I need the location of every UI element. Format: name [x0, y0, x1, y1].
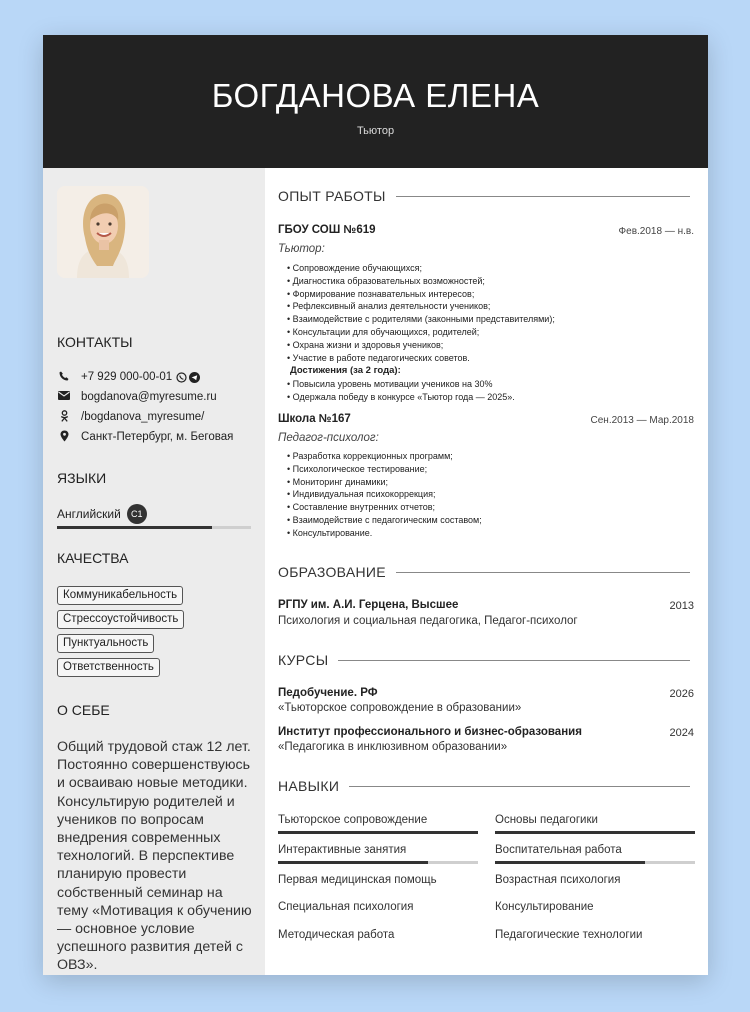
section-divider — [396, 196, 690, 197]
skill-level-bar — [495, 831, 695, 834]
skill-level-bar — [278, 831, 478, 834]
list-item: • Участие в работе педагогических советов. — [287, 352, 555, 365]
skill-level-bar — [495, 861, 695, 864]
resume-sheet — [43, 35, 708, 975]
languages-title: ЯЗЫКИ — [57, 470, 107, 486]
contact-email[interactable] — [57, 390, 217, 404]
contact-social[interactable] — [57, 410, 204, 424]
list-item: • Взаимодействие с педагогическим составом; — [287, 514, 482, 527]
contact-location — [57, 430, 233, 444]
quality-tag: Коммуникабельность — [57, 586, 183, 605]
contacts-title: КОНТАКТЫ — [57, 334, 133, 350]
course-detail: «Педагогика в инклюзивном образовании» — [278, 741, 508, 753]
list-item: • Одержала победу в конкурсе «Тьютор года — 2025». — [287, 391, 515, 404]
job-organization: ГБОУ СОШ №619 — [278, 224, 376, 236]
course-name: Педобучение. РФ — [278, 687, 378, 699]
qualities-title: КАЧЕСТВА — [57, 550, 129, 566]
person-name: БОГДАНОВА ЕЛЕНА — [211, 77, 540, 114]
contact-email-text: bogdanova@myresume.ru — [81, 391, 217, 403]
language-proficiency-bar — [57, 526, 251, 529]
list-item: • Индивидуальная психокоррекция; — [287, 488, 482, 501]
courses-title: КУРСЫ — [278, 652, 329, 668]
skill-item: Консультирование — [495, 901, 594, 913]
resume-header — [43, 35, 708, 168]
job-role: Педагог-психолог: — [278, 432, 379, 444]
experience-section-title — [278, 188, 690, 204]
course-year: 2024 — [669, 727, 694, 739]
about-text: Общий трудовой стаж 12 лет. Постоянно совершенствуюсь и осваиваю новые методики. Консультирую родителей и учеников по вопросам внедрения современных технологий. В перспективе планирую провести собственный семинар на тему «Мотивация к обучению — основное условие успешного развития детей с ОВЗ». — [57, 739, 252, 974]
skill-level-fill — [278, 831, 478, 834]
whatsapp-icon[interactable] — [176, 372, 187, 383]
skill-item: Воспитательная работа — [495, 844, 622, 856]
list-item: • Разработка коррекционных программ; — [287, 450, 482, 463]
quality-tag: Ответственность — [57, 658, 160, 677]
job-duties-list — [287, 450, 482, 540]
list-item: • Консультирование. — [287, 527, 482, 540]
course-year: 2026 — [669, 688, 694, 700]
contact-social-text: /bogdanova_myresume/ — [81, 411, 205, 423]
section-divider — [338, 660, 690, 661]
skill-item: Тьюторское сопровождение — [278, 814, 428, 826]
course-name: Институт профессионального и бизнес-образования — [278, 726, 582, 738]
course-detail: «Тьюторское сопровождение в образовании» — [278, 702, 522, 714]
list-item: • Формирование познавательных интересов; — [287, 288, 555, 301]
skill-item: Педагогические технологии — [495, 929, 643, 941]
about-title: О СЕБЕ — [57, 702, 110, 718]
skill-item: Первая медицинская помощь — [278, 874, 437, 886]
skills-title: НАВЫКИ — [278, 778, 340, 794]
sidebar — [43, 168, 265, 975]
mail-icon — [57, 391, 71, 403]
list-item: • Мониторинг динамики; — [287, 476, 482, 489]
job-date: Сен.2013 — Мар.2018 — [590, 415, 694, 426]
person-role: Тьютор — [356, 125, 395, 137]
list-item: • Охрана жизни и здоровья учеников; — [287, 339, 555, 352]
language-level-badge: C1 — [127, 504, 147, 524]
phone-icon — [57, 371, 71, 384]
skill-item: Методическая работа — [278, 929, 395, 941]
profile-photo — [57, 186, 149, 278]
telegram-icon[interactable] — [189, 372, 200, 383]
job-date: Фев.2018 — н.в. — [618, 226, 694, 237]
skill-item: Специальная психология — [278, 901, 414, 913]
job-duties-list — [287, 262, 555, 364]
quality-tag: Стрессоустойчивость — [57, 610, 184, 629]
skill-item: Возрастная психология — [495, 874, 621, 886]
skill-level-fill — [278, 861, 428, 864]
skills-section-title — [278, 778, 690, 794]
language-name: Английский — [57, 507, 121, 521]
achievements-title: Достижения (за 2 года): — [290, 365, 401, 376]
skill-item: Основы педагогики — [495, 814, 598, 826]
list-item: • Составление внутренних отчетов; — [287, 501, 482, 514]
list-item: • Рефлексивный анализ деятельности учеников; — [287, 300, 555, 313]
education-section-title — [278, 564, 690, 580]
section-divider — [349, 786, 690, 787]
skill-level-fill — [495, 831, 695, 834]
job-role: Тьютор: — [278, 243, 325, 255]
section-divider — [396, 572, 690, 573]
list-item: • Сопровождение обучающихся; — [287, 262, 555, 275]
location-pin-icon — [57, 430, 71, 445]
education-year: 2013 — [669, 600, 694, 612]
education-detail: Психология и социальная педагогика, Педагог-психолог — [278, 615, 578, 627]
odnoklassniki-icon — [57, 410, 71, 425]
list-item: • Взаимодействие с родителями (законными представителями); — [287, 313, 555, 326]
language-item — [57, 504, 147, 524]
list-item: • Диагностика образовательных возможностей; — [287, 275, 555, 288]
education-name: РГПУ им. А.И. Герцена, Высшее — [278, 599, 459, 611]
contact-location-text: Санкт-Петербург, м. Беговая — [81, 431, 234, 443]
main-content — [265, 168, 708, 975]
courses-section-title — [278, 652, 690, 668]
list-item: • Психологическое тестирование; — [287, 463, 482, 476]
skill-level-bar — [278, 861, 478, 864]
list-item: • Консультации для обучающихся, родителей; — [287, 326, 555, 339]
contact-phone-text: +7 929 000-00-01 — [81, 371, 173, 383]
skill-item: Интерактивные занятия — [278, 844, 407, 856]
education-title: ОБРАЗОВАНИЕ — [278, 564, 386, 580]
experience-title: ОПЫТ РАБОТЫ — [278, 188, 386, 204]
achievements-list — [287, 378, 515, 404]
language-proficiency-fill — [57, 526, 212, 529]
job-organization: Школа №167 — [278, 413, 351, 425]
list-item: • Повысила уровень мотивации учеников на 30% — [287, 378, 515, 391]
contact-phone[interactable] — [57, 370, 200, 384]
quality-tag: Пунктуальность — [57, 634, 154, 653]
skill-level-fill — [495, 861, 645, 864]
